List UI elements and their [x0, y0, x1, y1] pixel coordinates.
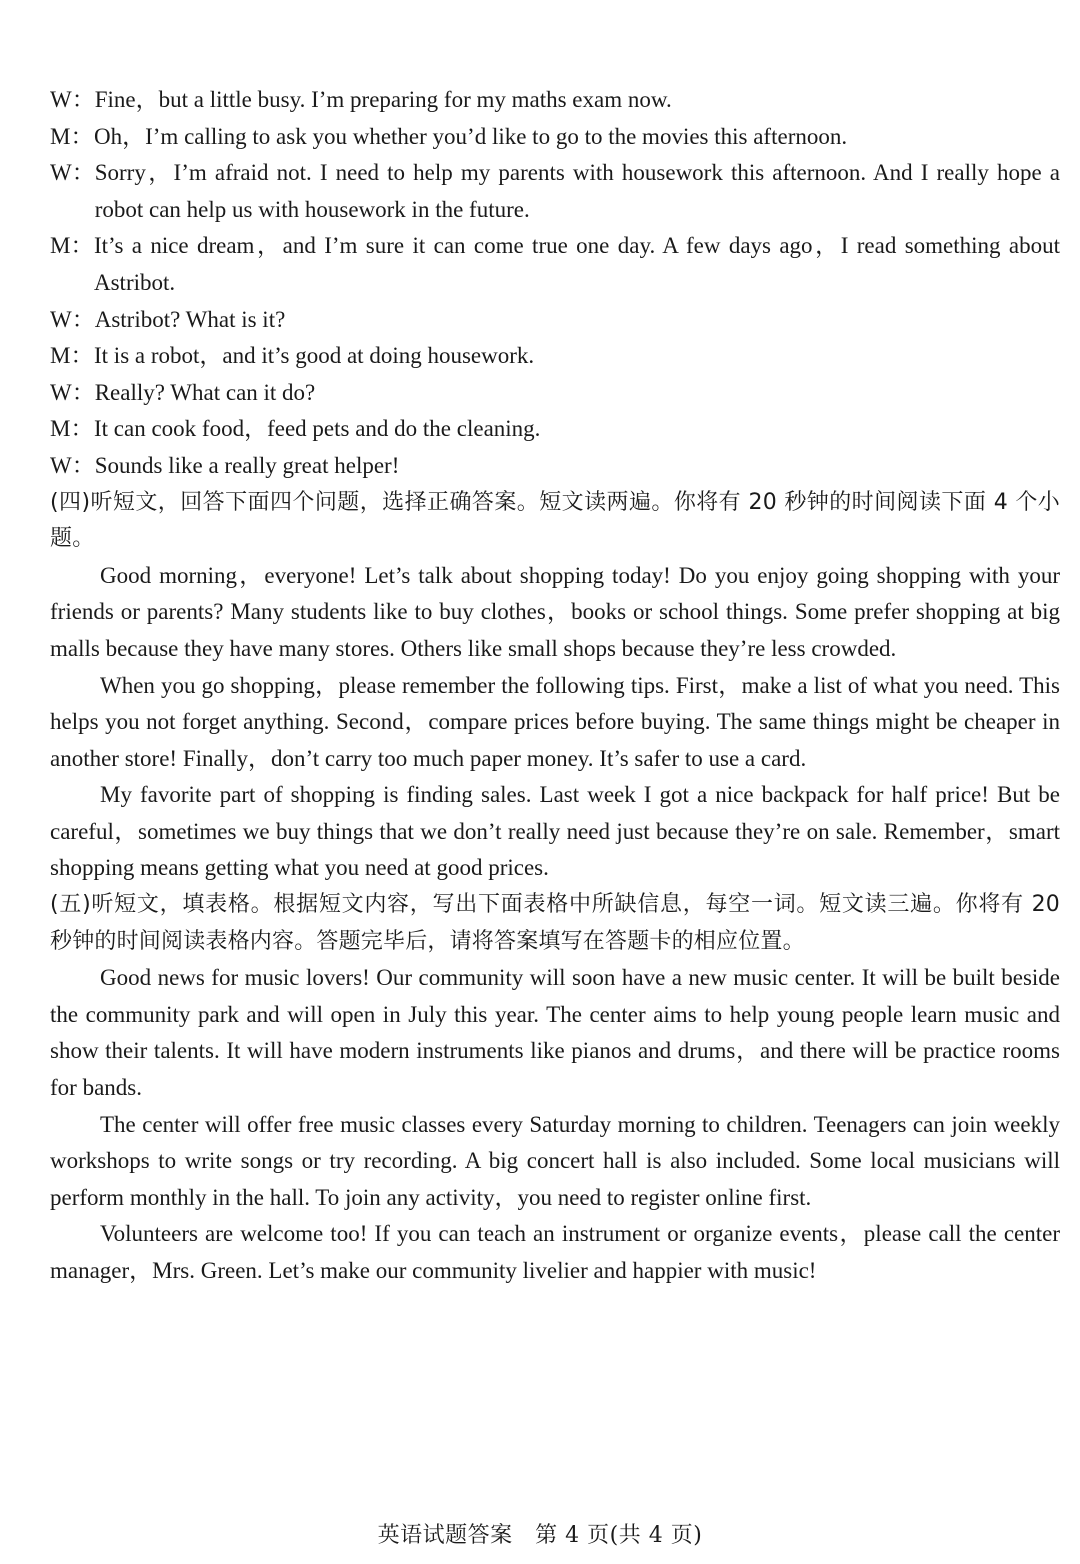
speaker-label: W：	[50, 379, 95, 405]
dialogue-line-6	[50, 338, 1060, 375]
section-4-paragraph-3: My favorite part of shopping is finding sales. Last week I got a nice backpack for half price! But be careful，sometimes we buy things that we don’t really need just because they’re on sale. Remember，smart shopping means getting what you need at good prices.	[50, 782, 1060, 881]
section-4-heading: (四)听短文，回答下面四个问题，选择正确答案。短文读两遍。你将有 20 秒钟的时间阅读下面 4 个小题。	[50, 489, 1060, 552]
dialogue-text: Astribot? What is it?	[94, 306, 286, 332]
dialogue-text: It is a robot，and it’s good at doing housework.	[94, 343, 535, 369]
dialogue-line-5	[50, 302, 1060, 339]
speaker-label: M：	[50, 343, 94, 369]
speaker-label: M：	[50, 123, 94, 149]
dialogue-text: Sorry，I’m afraid not. I need to help my parents with housework this afternoon. And I really hope a robot can help us with housework in the future.	[94, 160, 1060, 222]
speaker-label: W：	[50, 160, 95, 186]
dialogue-text: It can cook food，feed pets and do the cleaning.	[94, 416, 541, 442]
section-5-paragraph-2: The center will offer free music classes every Saturday morning to children. Teenagers can join weekly workshops to write songs or try recording. A big concert hall is also included. Some local musicians will perform monthly in the hall. To join any activity，you need to register online first.	[50, 1111, 1060, 1210]
dialogue-text: Sounds like a really great helper!	[94, 452, 400, 478]
page-footer: 英语试题答案 第 4 页(共 4 页)	[377, 1523, 703, 1548]
dialogue-line-3	[50, 155, 1060, 228]
dialogue-line-1	[50, 82, 1060, 119]
dialogue-line-8	[50, 411, 1060, 448]
speaker-label: W：	[50, 306, 95, 332]
speaker-label: W：	[50, 87, 95, 112]
section-5-heading: (五)听短文，填表格。根据短文内容，写出下面表格中所缺信息，每空一词。短文读三遍。你将有 20 秒钟的时间阅读表格内容。答题完毕后，请将答案填写在答题卡的相应位置。	[50, 892, 1060, 954]
dialogue-text: Oh，I’m calling to ask you whether you’d like to go to the movies this afternoon.	[94, 123, 848, 149]
dialogue-text: Really? What can it do?	[94, 379, 316, 405]
speaker-label: M：	[50, 233, 94, 259]
dialogue-line-7	[50, 375, 1060, 412]
document-body	[50, 82, 1060, 1290]
speaker-label: M：	[50, 416, 94, 442]
section-4-paragraph-2: When you go shopping，please remember the following tips. First，make a list of what you need. This helps you not forget anything. Second，compare prices before buying. The same things might be cheaper in another store! Finally，don’t carry too much paper money. It’s safer to use a card.	[50, 672, 1060, 771]
dialogue-text: It’s a nice dream，and I’m sure it can come true one day. A few days ago，I read something about Astribot.	[94, 233, 1060, 295]
section-4-paragraph-1: Good morning，everyone! Let’s talk about shopping today! Do you enjoy going shopping with your friends or parents? Many students like to buy clothes，books or school things. Some prefer shopping at big malls because they have many stores. Others like small shops because they’re less crowded.	[50, 562, 1060, 661]
dialogue-line-4	[50, 228, 1060, 301]
dialogue-line-9	[50, 448, 1060, 485]
section-5-paragraph-3: Volunteers are welcome too! If you can teach an instrument or organize events，please call the center manager，Mrs. Green. Let’s make our community livelier and happier with music!	[50, 1221, 1060, 1283]
dialogue-text: Fine，but a little busy. I’m preparing for my maths exam now.	[94, 87, 672, 112]
section-5-paragraph-1: Good news for music lovers! Our community will soon have a new music center. It will be built beside the community park and will open in July this year. The center aims to help young people learn music and show their talents. It will have modern instruments like pianos and drums，and there will be practice rooms for bands.	[50, 965, 1060, 1101]
dialogue-line-2	[50, 119, 1060, 156]
speaker-label: W：	[50, 452, 95, 478]
